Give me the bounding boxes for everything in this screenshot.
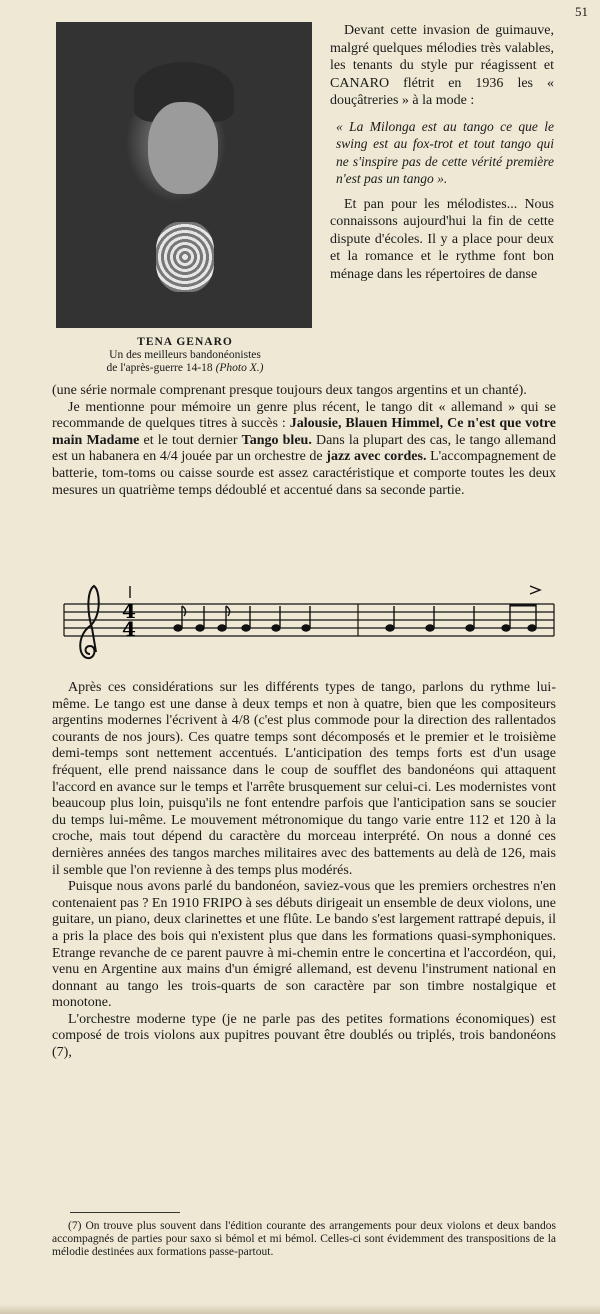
paragraph-orchestra: L'orchestre moderne type (je ne parle pas des petites formations économiques) est composé de trois violons aux pupitres pouvant être doublés ou triplés, trois bandonéons (7), bbox=[52, 1011, 556, 1061]
note-quarter-2 bbox=[242, 606, 250, 631]
paragraph-rhythm: Après ces considérations sur les différents types de tango, parlons du rythme lui-même. Le tango est une danse à deux temps et non à quatre, bien que les compositeurs argentins modernes l'écrivent à 4/8 (c'est plus commode pour la direction des rallentados courants de nos jours). Ces quatre temps sont décomposés et le premier et le troisième demi-temps sont nettement accentués. L'anticipation des temps forts est d'un usage fréquent, elle prend naissance dans le coup de soufflet des bandonéons qui attaquent l'accord en avance sur le temps et l'arrête brusquement sur celui-ci. Les modernistes vont beaucoup plus loin, puisqu'ils ne font entendre parfois que l'anticipation sans se soucier du temps lui-même. Le mouvement métronomique du tango varie entre 112 et 120 à la croche, mais tout dépend du caractère du morceau interprété. On nous a donné ces dernières années des tangos marches militaires avec des battements au delà de 126, mais il semble que l'on revienne à des temps plus modérés. bbox=[52, 680, 556, 878]
footnote bbox=[52, 1220, 556, 1259]
note-quarter-5 bbox=[386, 606, 394, 631]
body-text-upper bbox=[52, 383, 556, 499]
time-sig-bottom: 4 bbox=[122, 617, 136, 641]
german-text-2: et le tout dernier bbox=[139, 432, 242, 448]
note-quarter-4 bbox=[302, 606, 310, 631]
portrait-photo bbox=[56, 22, 312, 328]
paragraph-continuation: (une série normale comprenant presque toujours deux tangos argentins et un chanté). bbox=[52, 383, 527, 398]
accent-icon bbox=[530, 586, 540, 594]
cravat-shape bbox=[156, 222, 214, 292]
caption-credit: (Photo X.) bbox=[215, 362, 264, 374]
bottom-edge bbox=[0, 1304, 600, 1314]
footnote-rule bbox=[70, 1212, 180, 1213]
caption-line-2: de l'après-guerre 14-18 bbox=[106, 362, 213, 374]
caption-name: TENA GENARO bbox=[137, 336, 233, 348]
body-text-lower bbox=[52, 680, 556, 1062]
right-column bbox=[330, 22, 554, 283]
note-beamed-pair bbox=[502, 604, 536, 631]
face-shape bbox=[148, 102, 218, 194]
tango-bleu-title: Tango bleu. bbox=[241, 432, 312, 448]
note-eighth-1 bbox=[174, 606, 186, 631]
note-eighth-2 bbox=[218, 606, 230, 631]
german-text-1: Je mentionne pour mémoire un genre plus récent, le tango dit « allemand » qui se recommande de quelques titres à succès : bbox=[52, 399, 556, 432]
note-quarter-6 bbox=[426, 606, 434, 631]
rhythm-notes bbox=[130, 586, 540, 631]
german-text-4: L'accompagnement de batterie, tom-toms ou caisse sourde est assez caractéristique et comporte toutes les deux mesures un quatrième temps dédoublé et accentué dans sa seconde partie. bbox=[52, 449, 556, 498]
page-number: 51 bbox=[575, 4, 588, 19]
note-quarter-3 bbox=[272, 606, 280, 631]
paragraph-invasion: Devant cette invasion de guimauve, malgré quelques mélodies très valables, les tenants du style pur réagissent et CANARO flétrit en 1936 les « douçâtreries » à la mode : bbox=[330, 23, 554, 108]
photo-caption bbox=[50, 336, 320, 375]
photo-block bbox=[50, 22, 320, 375]
german-text-3: Dans la plupart des cas, le tango allemand est un habanera en 4/4 jouée par un orchestre de bbox=[52, 432, 556, 465]
footnote-text: (7) On trouve plus souvent dans l'édition courante des arrangements pour deux violons et deux bandos accompagnés de parties pour saxo si bémol et mi bémol. Celles-ci sont évidemment des transpositions de la mélodie destinées aux formations passe-partout. bbox=[52, 1220, 556, 1258]
paragraph-bandoneon: Puisque nous avons parlé du bandonéon, saviez-vous que les premiers orchestres n'en contenaient pas ? En 1910 FRIPO à ses débuts dirigeait un ensemble de deux violons, une guitare, un piano, deux clarinettes et une flûte. Le bando s'est largement rattrapé depuis, il a pris la place des bois qui n'existent plus que dans les formations quasi-symphoniques. Etrange revanche de ce parent pauvre à mi-chemin entre le concertina et l'accordéon, qui, venu en Argentine aux mains d'un émigré allemand, est devenu l'instrument national en donnant au tango les trois-quarts de son caractère par son timbre nostalgique et monotone. bbox=[52, 879, 556, 1011]
time-sig-top: 4 bbox=[122, 599, 136, 623]
treble-clef-icon bbox=[80, 586, 99, 658]
canaro-quote: « La Milonga est au tango ce que le swing est au fox-trot et tout tango qui ne s'inspire pas de cette vérité première n'est pas un tango ». bbox=[336, 118, 554, 186]
jazz-text: jazz avec cordes. bbox=[326, 449, 427, 465]
note-quarter-1 bbox=[196, 606, 204, 631]
paragraph-german-tango bbox=[52, 400, 556, 500]
song-titles: Jalousie, Blauen Himmel, Ce n'est que votre main Madame bbox=[52, 416, 556, 448]
note-quarter-7 bbox=[466, 606, 474, 631]
paragraph-melodistes: Et pan pour les mélodistes... Nous connaissons aujourd'hui la fin de cette dispute d'écoles. Il y a place pour deux et la romance et le rythme font bon ménage dans les répertoires de danse bbox=[330, 196, 554, 282]
caption-line-1: Un des meilleurs bandonéonistes bbox=[109, 349, 261, 361]
staff-lines bbox=[64, 604, 554, 636]
rhythm-notation bbox=[60, 578, 556, 668]
